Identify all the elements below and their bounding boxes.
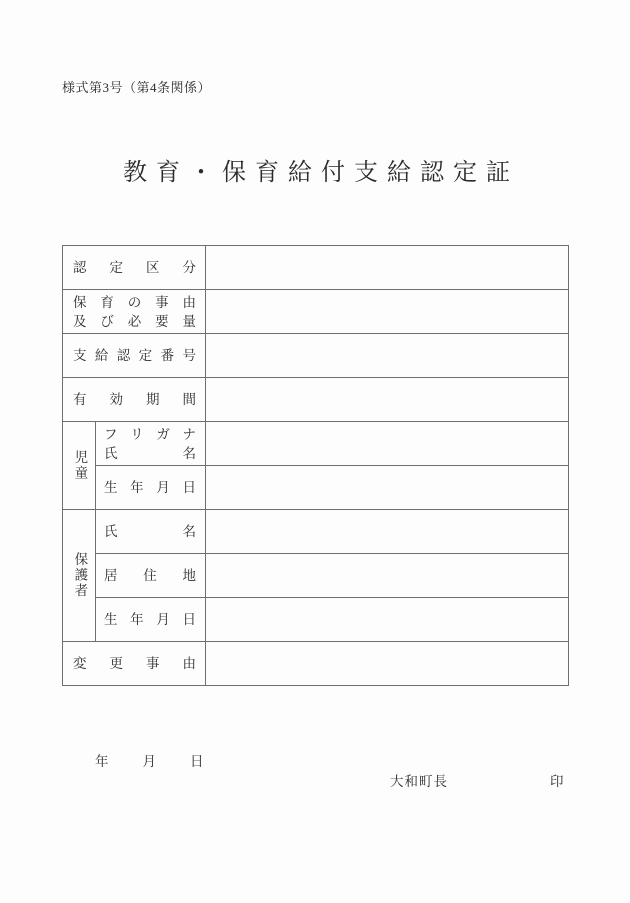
child-birthdate-label: 生 年 月 日 (104, 479, 196, 495)
child-name-value-cell (206, 422, 569, 466)
guardian-address-label-cell (96, 554, 206, 598)
valid-period-value-cell (206, 378, 569, 422)
care-reason-label-line2: 及 び 必 要 量 (73, 313, 196, 329)
child-birthdate-value-cell (206, 466, 569, 510)
guardian-group-label: 保護者 (72, 552, 88, 599)
table-row-care-reason (63, 290, 569, 334)
certification-category-label: 認 定 区 分 (73, 259, 196, 275)
change-reason-label: 変 更 事 由 (73, 655, 196, 671)
change-reason-label-cell (63, 642, 206, 686)
guardian-group-cell (63, 510, 96, 642)
child-furigana-label: フ リ ガ ナ (104, 426, 196, 442)
care-reason-label-cell (63, 290, 206, 334)
certification-number-label-cell (63, 334, 206, 378)
care-reason-label-line1: 保 育 の 事 由 (73, 294, 196, 310)
year-label: 年 (95, 754, 109, 769)
table-row-valid-period (63, 378, 569, 422)
guardian-address-label: 居 住 地 (104, 567, 196, 583)
guardian-name-value-cell (206, 510, 569, 554)
form-number-note: 様式第3号（第4条関係） (62, 80, 212, 95)
month-label: 月 (142, 754, 156, 769)
certification-category-value-cell (206, 246, 569, 290)
child-name-label-cell (96, 422, 206, 466)
table-row-certification-category (63, 246, 569, 290)
care-reason-value-cell (206, 290, 569, 334)
guardian-birthdate-value-cell (206, 598, 569, 642)
table-row-guardian-birthdate (63, 598, 569, 642)
guardian-name-label: 氏 名 (104, 523, 196, 539)
day-label: 日 (190, 754, 204, 769)
table-row-certification-number (63, 334, 569, 378)
table-row-child-name (63, 422, 569, 466)
certification-number-label: 支 給 認 定 番 号 (73, 347, 196, 363)
guardian-birthdate-label: 生 年 月 日 (104, 611, 196, 627)
guardian-address-value-cell (206, 554, 569, 598)
certification-table (62, 245, 569, 686)
guardian-name-label-cell (96, 510, 206, 554)
change-reason-value-cell (206, 642, 569, 686)
certification-category-label-cell (63, 246, 206, 290)
table-row-guardian-name (63, 510, 569, 554)
table-row-change-reason (63, 642, 569, 686)
guardian-birthdate-label-cell (96, 598, 206, 642)
table-row-guardian-address (63, 554, 569, 598)
form-title: 教育・保育給付支給認定証 (123, 160, 519, 186)
valid-period-label-cell (63, 378, 206, 422)
child-name-label: 氏 名 (104, 445, 196, 461)
table-row-child-birthdate (63, 466, 569, 510)
certification-number-value-cell (206, 334, 569, 378)
child-group-label: 児童 (72, 450, 88, 481)
child-group-cell (63, 422, 96, 510)
issuer-name: 大和町長 (390, 774, 448, 789)
child-birthdate-label-cell (96, 466, 206, 510)
valid-period-label: 有 効 期 間 (73, 391, 196, 407)
issue-date-line (95, 750, 204, 770)
seal-label: 印 (550, 774, 564, 789)
